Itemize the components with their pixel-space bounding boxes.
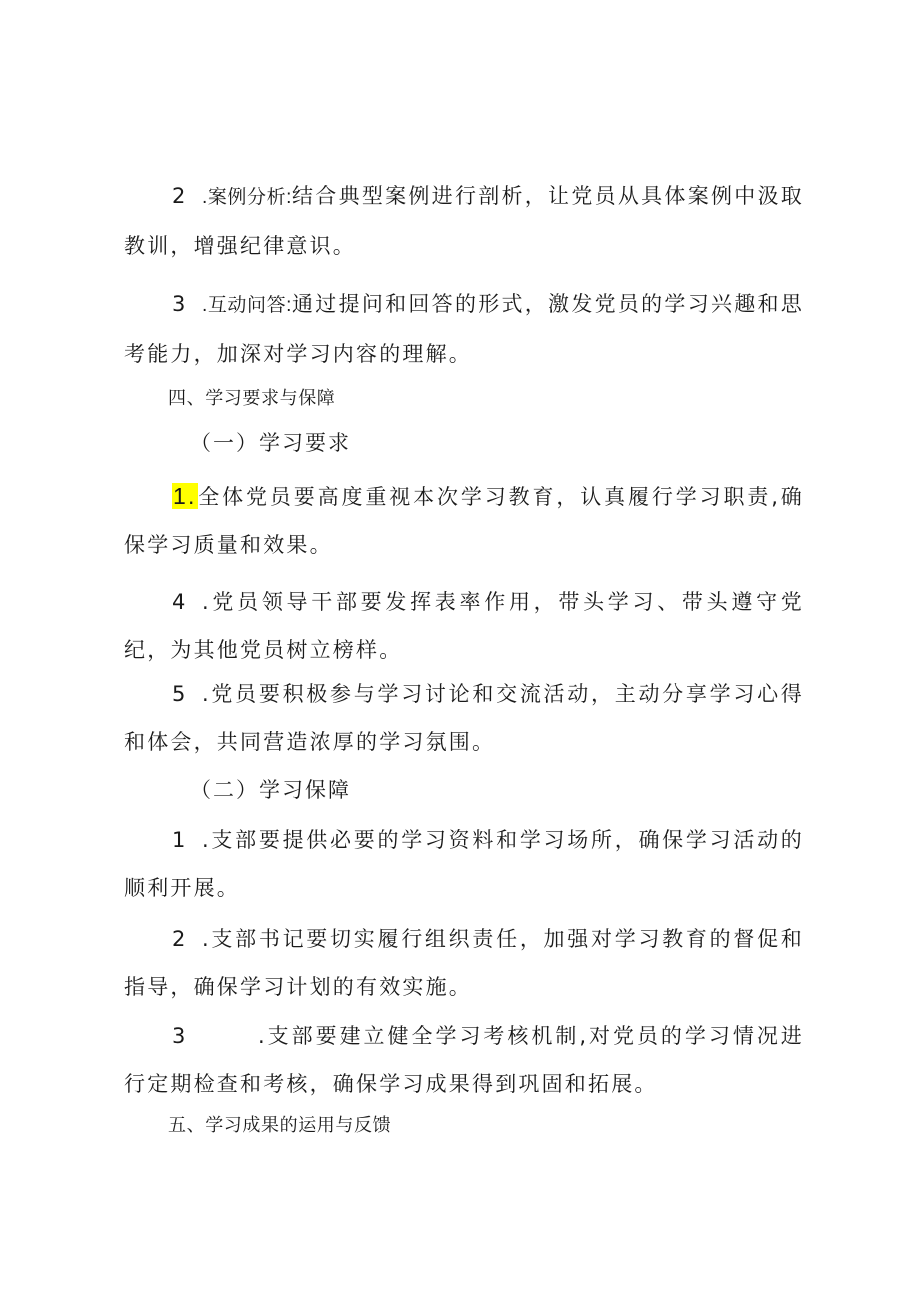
subheading-requirements: （一）学习要求 xyxy=(190,431,351,455)
item-text: .支部要建立健全学习考核机制,对党员的学习情况进行定期检查和考核，确保学习成果得到巩固和拓展。 xyxy=(124,1024,804,1096)
item-number: 3 xyxy=(172,292,188,316)
item-number: 5 xyxy=(172,682,188,706)
requirement-item-5 xyxy=(124,670,804,766)
requirement-item-1 xyxy=(124,472,804,569)
item-text: 全体党员要高度重视本次学习教育，认真履行学习职责,确保学习质量和效果。 xyxy=(124,485,804,557)
item-term: .案例分析: xyxy=(202,187,292,208)
subheading-guarantees: （二）学习保障 xyxy=(190,778,351,802)
requirement-item-4 xyxy=(124,578,804,674)
item-number: 2 xyxy=(172,184,188,208)
method-item-qa xyxy=(124,280,804,378)
item-number: 2 xyxy=(172,927,188,951)
section-heading-4: 四、学习要求与保障 xyxy=(168,388,336,408)
item-text: .党员领导干部要发挥表率作用，带头学习、带头遵守党纪，为其他党员树立榜样。 xyxy=(124,590,804,662)
item-text: 通过提问和回答的形式，激发党员的学习兴趣和思考能力，加深对学习内容的理解。 xyxy=(124,292,804,366)
highlighted-number: 1. xyxy=(173,483,197,509)
guarantee-item-1 xyxy=(124,816,804,912)
section-heading-5: 五、学习成果的运用与反馈 xyxy=(168,1115,392,1135)
item-text: 结合典型案例进行剖析，让党员从具体案例中汲取教训，增强纪律意识。 xyxy=(124,184,804,258)
item-text: .支部书记要切实履行组织责任，加强对学习教育的督促和指导，确保学习计划的有效实施。 xyxy=(124,927,804,999)
method-item-case-analysis xyxy=(124,172,804,270)
item-text: .党员要积极参与学习讨论和交流活动，主动分享学习心得和体会，共同营造浓厚的学习氛围。 xyxy=(124,682,804,754)
guarantee-item-2 xyxy=(124,915,804,1011)
item-term: .互动问答: xyxy=(202,295,292,316)
item-number: 1 xyxy=(172,828,188,852)
guarantee-item-3 xyxy=(124,1012,804,1108)
item-text: .支部要提供必要的学习资料和学习场所，确保学习活动的顺利开展。 xyxy=(124,828,804,900)
item-number: 3 xyxy=(172,1024,188,1048)
item-number: 4 xyxy=(172,590,188,614)
